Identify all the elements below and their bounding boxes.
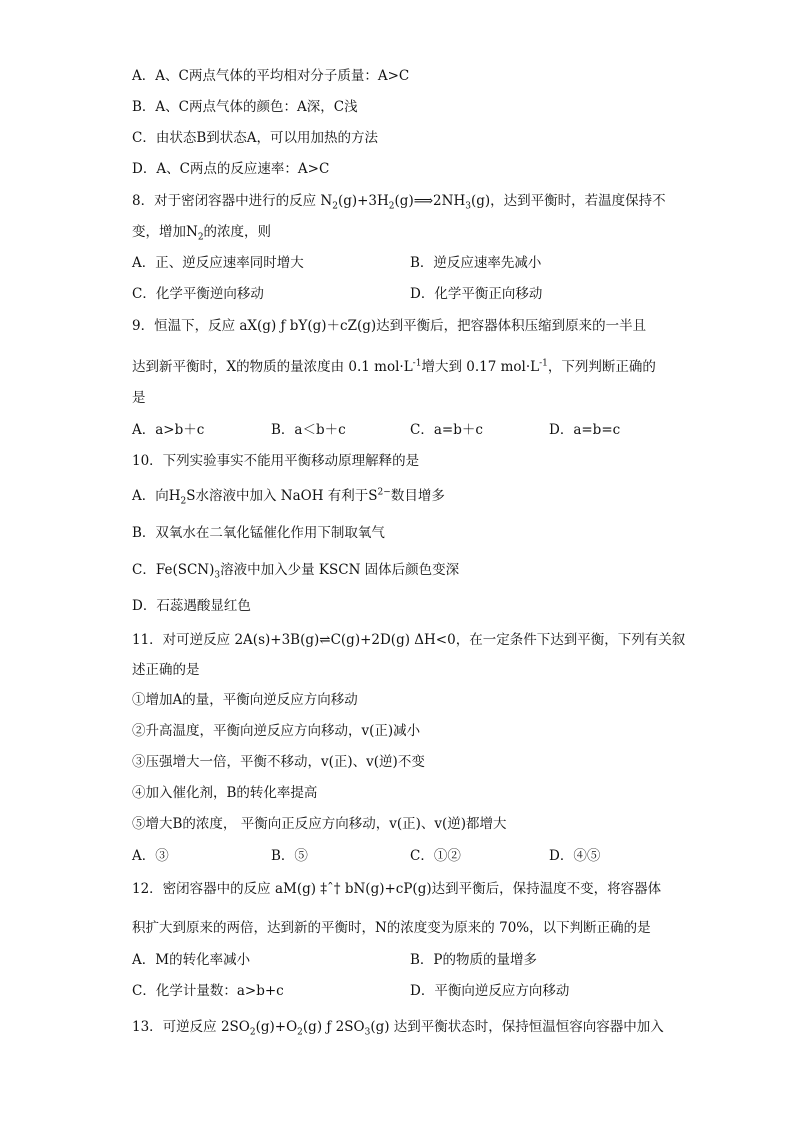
q8-options-row1: [132, 253, 662, 273]
q8-number: 8．: [132, 193, 155, 209]
q11-item-1: ①增加A的量，平衡向逆反应方向移动: [132, 692, 358, 708]
q10-option-b: B．双氧水在二氧化锰催化作用下制取氧气: [132, 525, 385, 541]
q12-option-d: D．平衡向逆反应方向移动: [410, 983, 570, 999]
q9-stem-line2: 达到新平衡时，X的物质的量浓度由 0.1 $mol\cdot L^{-1}$增大到 0.17 $mol\cdot L^{-1}$，下列判断正确的: [132, 358, 656, 375]
q11-option-d: D．④⑤: [549, 848, 601, 864]
q8-options-row2: [132, 284, 662, 304]
q7-option-b: B．A、C两点气体的颜色：A深，C浅: [132, 99, 358, 115]
q10-option-d: D．石蕊遇酸显红色: [132, 598, 251, 614]
q13-stem-line1: 13．可逆反应 $2SO_2(g)+O_2(g)$ ƒ $2SO_3(g)$ 达到平衡状态时，保持恒温恒容向容器中加入: [132, 1019, 664, 1038]
q12-stem-line2: 积扩大到原来的两倍，达到新的平衡时，N的浓度变为原来的 70%，以下判断正确的是: [132, 920, 651, 936]
q9-option-d: D．a=b=c: [549, 422, 621, 438]
q9-option-c: C．a=b＋c: [410, 422, 483, 438]
q10-option-c: C．$Fe(SCN)_3$溶液中加入少量 KSCN 固体后颜色变深: [132, 562, 460, 581]
q11-option-a: A．③: [132, 848, 169, 864]
q11-option-c: C．①②: [410, 848, 461, 864]
q11-stem-line2: 述正确的是: [132, 662, 200, 678]
q9-stem-line3: 是: [132, 390, 146, 406]
q8-option-c: C．化学平衡逆向移动: [132, 286, 264, 302]
q8-option-b: B．逆反应速率先减小: [410, 255, 542, 271]
q8-stem-line2: 变，增加$N_2$的浓度，则: [132, 224, 272, 243]
q11-item-2: ②升高温度，平衡向逆反应方向移动，v(正)减小: [132, 723, 421, 739]
q12-option-a: A．M的转化率减小: [132, 952, 251, 968]
q11-stem-line1: 11．对可逆反应 2A(s)+3B(g)⇌C(g)+2D(g) ΔH<0，在一定条件下达到平衡，下列有关叙: [132, 632, 686, 648]
q8-option-d: D．化学平衡正向移动: [410, 286, 543, 302]
q7-option-c: C．由状态B到状态A，可以用加热的方法: [132, 130, 378, 146]
q10-stem: 10．下列实验事实不能用平衡移动原理解释的是: [132, 453, 420, 469]
q9-stem-line1: 9．恒温下，反应 aX(g) ƒ bY(g)＋cZ(g)达到平衡后，把容器体积压缩到原来的一半且: [132, 318, 647, 334]
q12-options-row1: [132, 950, 662, 970]
q12-option-b: B．P的物质的量增多: [410, 952, 538, 968]
q12-options-row2: [132, 981, 662, 1001]
q9-option-a: A．a>b＋c: [132, 422, 205, 438]
q11-item-5: ⑤增大B的浓度， 平衡向正反应方向移动，v(正)、v(逆)都增大: [132, 816, 507, 832]
q11-item-4: ④加入催化剂，B的转化率提高: [132, 785, 318, 801]
q8-stem-line1: 8．对于密闭容器中进行的反应 $N_2(g)+3H_2(g)⟹2NH_3(g)$，达到平衡时，若温度保持不: [132, 193, 666, 212]
q7-option-d: D．A、C两点的反应速率：A>C: [132, 161, 330, 177]
q7-option-a: A．A、C两点气体的平均相对分子质量：A>C: [132, 68, 410, 84]
q9-option-b: B．a＜b＋c: [271, 422, 346, 438]
q8-option-a: A．正、逆反应速率同时增大: [132, 255, 304, 271]
q12-stem-line1: 12．密闭容器中的反应 aM(g) ‡ˆ† bN(g)+cP(g)达到平衡后，保持温度不变，将容器体: [132, 881, 662, 897]
q11-option-b: B．⑤: [271, 848, 308, 864]
q12-option-c: C．化学计量数：a>b+c: [132, 983, 284, 999]
q9-options-row: [132, 420, 662, 440]
q10-option-a: A．向$H_2S$水溶液中加入 NaOH 有利于$S^{2-}$数目增多: [132, 487, 445, 507]
q11-options-row: [132, 846, 662, 866]
q11-item-3: ③压强增大一倍，平衡不移动，v(正)、v(逆)不变: [132, 754, 425, 770]
